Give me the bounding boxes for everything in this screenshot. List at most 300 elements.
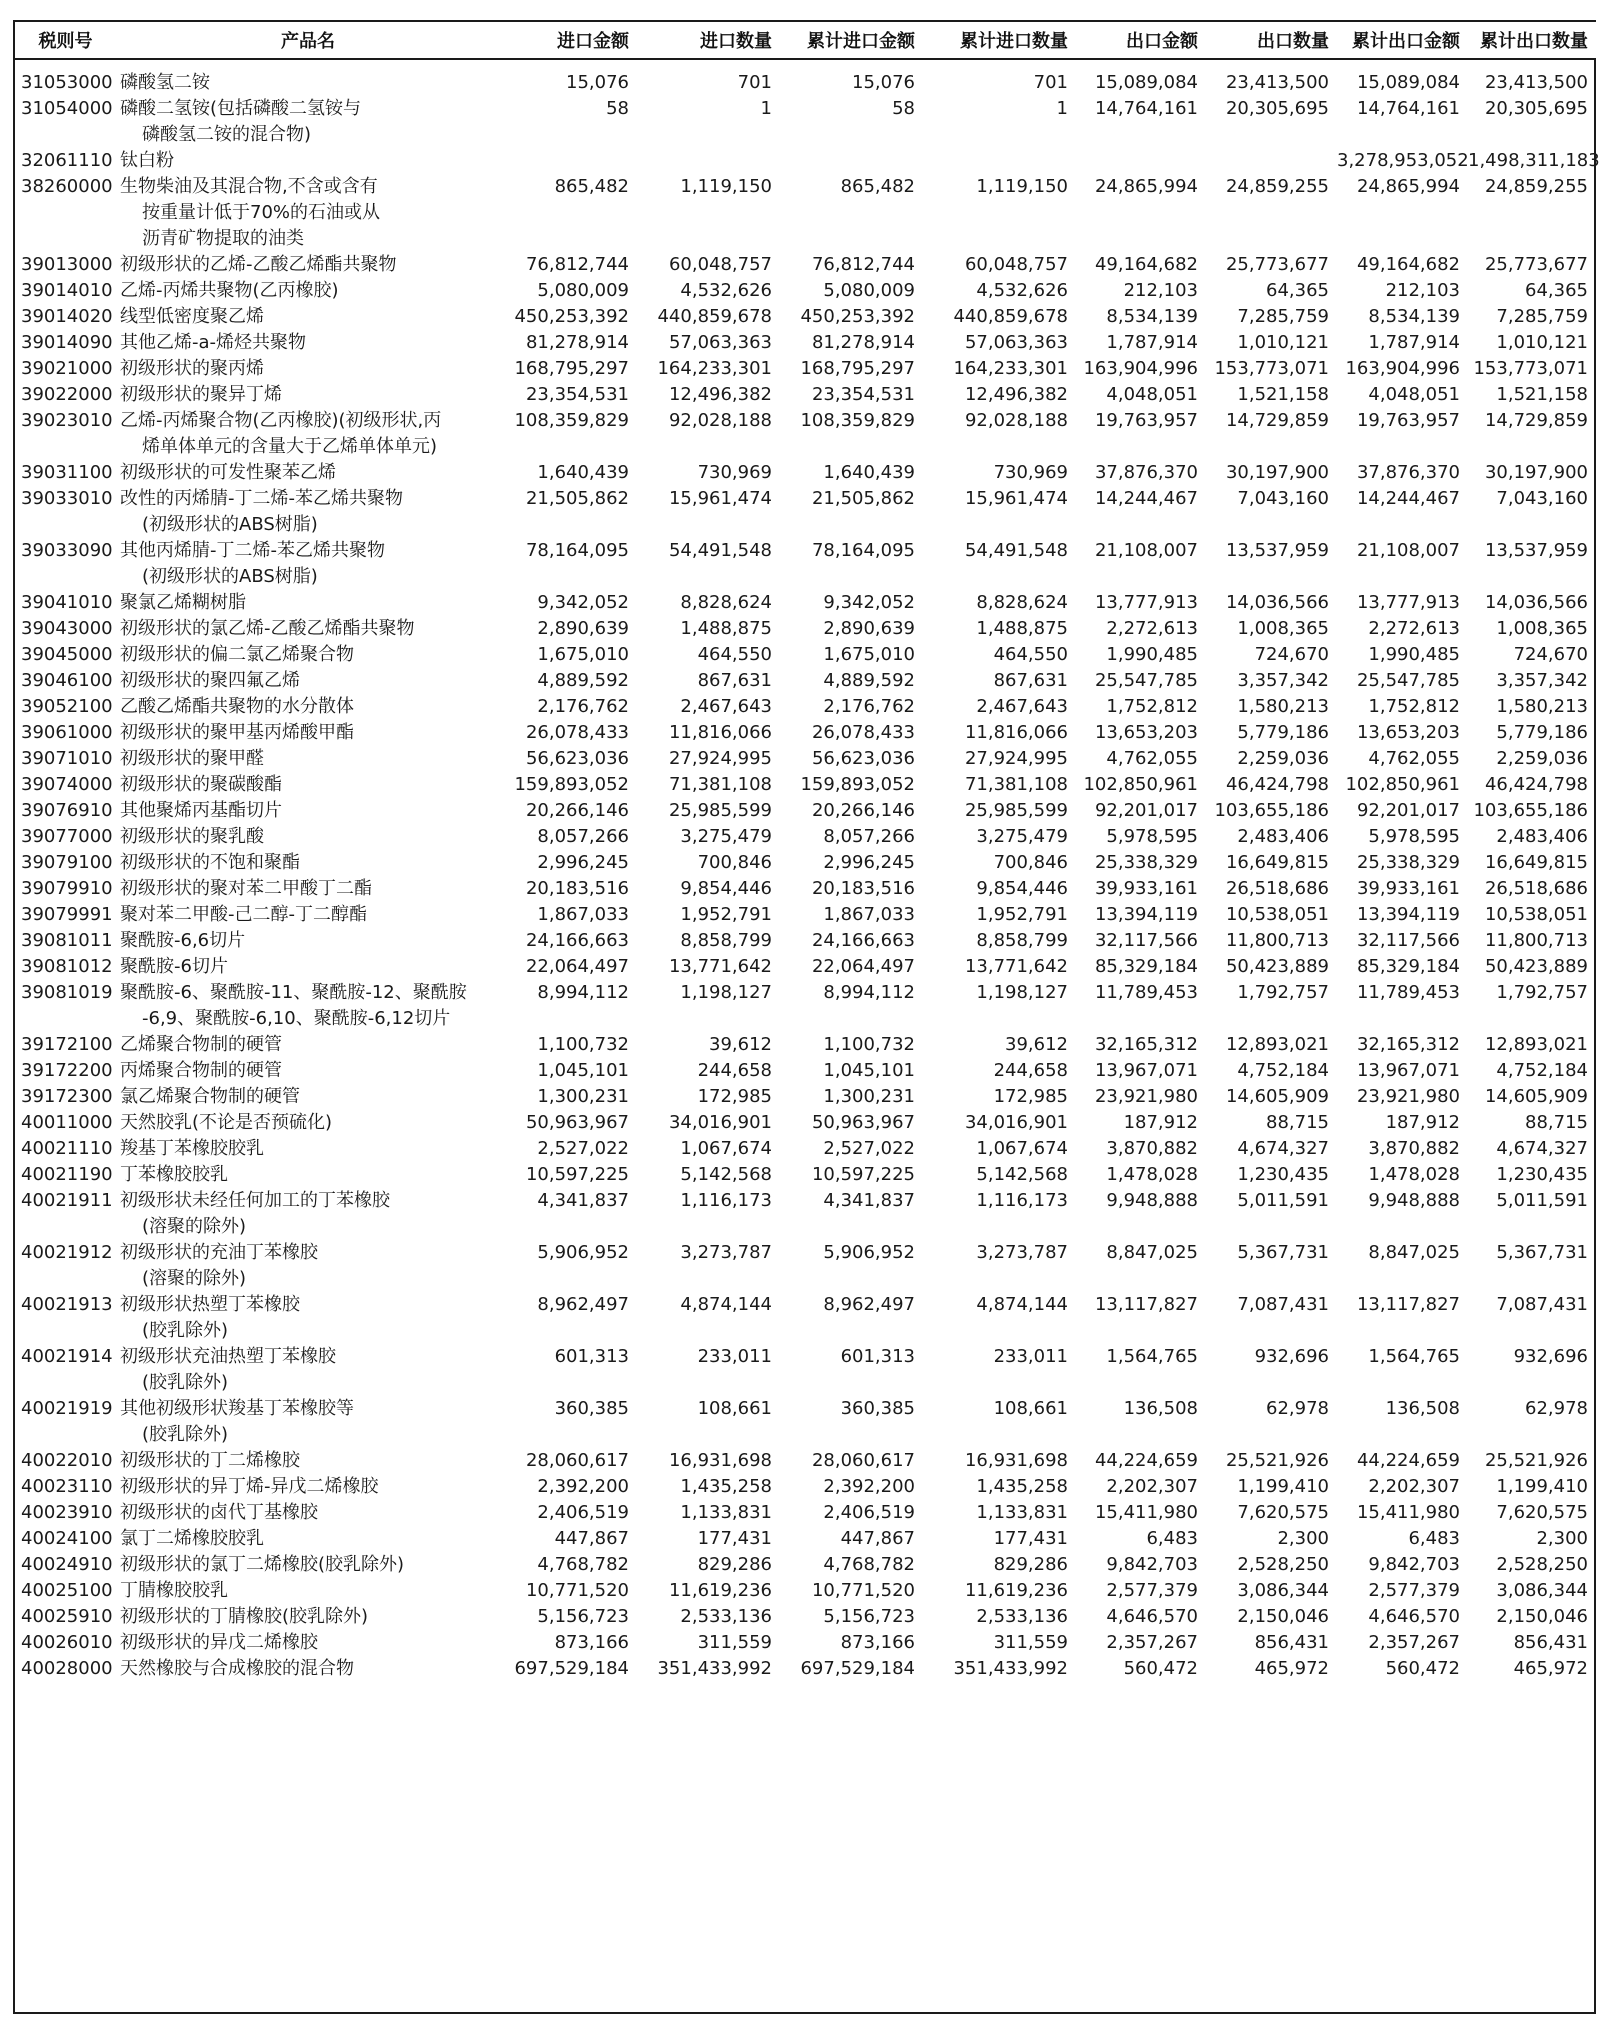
cumulative-import-amount-cell: 26,078,433 — [811, 722, 915, 743]
cumulative-import-quantity-cell: 92,028,188 — [964, 410, 1068, 431]
tariff-code-cell: 40022010 — [21, 1450, 113, 1471]
product-name-cell — [116, 1474, 500, 1500]
import-quantity-cell: 2,467,643 — [680, 696, 772, 717]
product-name-cell — [116, 824, 500, 850]
import-quantity-cell: 164,233,301 — [657, 358, 772, 379]
export-quantity-cell: 1,008,365 — [1237, 618, 1329, 639]
product-name-line: 其他乙烯-a-烯烃共聚物 — [120, 332, 307, 353]
cumulative-import-quantity-cell: 1,435,258 — [976, 1476, 1068, 1497]
tariff-code-cell: 39023010 — [21, 410, 113, 431]
export-quantity-cell — [1206, 148, 1337, 174]
export-amount-cell: 9,948,888 — [1106, 1190, 1198, 1211]
cumulative-export-quantity-cell: 1,008,365 — [1496, 618, 1588, 639]
import-quantity-cell — [637, 148, 780, 174]
cumulative-import-quantity-cell: 16,931,698 — [964, 1450, 1068, 1471]
cumulative-import-amount-cell: 20,266,146 — [811, 800, 915, 821]
export-amount-cell: 13,777,913 — [1094, 592, 1198, 613]
cumulative-export-quantity-cell: 7,087,431 — [1496, 1294, 1588, 1315]
cumulative-export-amount-cell: 4,646,570 — [1368, 1606, 1460, 1627]
cumulative-import-quantity-cell: 700,846 — [993, 852, 1068, 873]
tariff-code-cell: 39033090 — [21, 540, 113, 561]
export-amount-cell: 3,870,882 — [1106, 1138, 1198, 1159]
table-row — [15, 772, 1596, 798]
import-amount-cell: 873,166 — [554, 1632, 629, 1653]
cumulative-import-amount-cell: 1,300,231 — [823, 1086, 915, 1107]
product-name-cell — [116, 1162, 500, 1188]
product-name-cell — [116, 278, 500, 304]
table-row — [15, 460, 1596, 486]
export-quantity-cell: 64,365 — [1266, 280, 1329, 301]
table-row — [15, 59, 1596, 96]
import-amount-cell: 1,675,010 — [537, 644, 629, 665]
import-amount-cell: 22,064,497 — [525, 956, 629, 977]
export-quantity-cell: 7,285,759 — [1237, 306, 1329, 327]
cumulative-export-quantity-cell: 1,230,435 — [1496, 1164, 1588, 1185]
export-amount-cell: 19,763,957 — [1094, 410, 1198, 431]
import-amount-cell: 360,385 — [554, 1398, 629, 1419]
table-row — [15, 1110, 1596, 1136]
product-name-line: 初级形状的聚四氟乙烯 — [120, 670, 300, 691]
product-name-line: 初级形状的聚丙烯 — [120, 358, 264, 379]
tariff-code-cell: 40026010 — [21, 1632, 113, 1653]
import-quantity-cell: 701 — [737, 72, 772, 93]
product-name-line: 按重量计低于70%的石油或从 — [142, 202, 381, 223]
import-amount-cell: 159,893,052 — [514, 774, 629, 795]
cumulative-import-amount-cell: 22,064,497 — [811, 956, 915, 977]
cumulative-import-amount-cell: 1,867,033 — [823, 904, 915, 925]
cumulative-export-quantity-cell: 11,800,713 — [1484, 930, 1588, 951]
import-amount-cell: 2,527,022 — [537, 1138, 629, 1159]
table-body — [15, 59, 1600, 1682]
product-name-cell — [116, 1292, 500, 1344]
table-row — [15, 1136, 1596, 1162]
cumulative-export-quantity-cell: 465,972 — [1513, 1658, 1588, 1679]
import-quantity-cell: 172,985 — [697, 1086, 772, 1107]
product-name-line: 初级形状的聚乳酸 — [120, 826, 264, 847]
import-amount-cell: 108,359,829 — [514, 410, 629, 431]
cumulative-export-quantity-cell: 64,365 — [1525, 280, 1588, 301]
cumulative-import-quantity-cell: 12,496,382 — [964, 384, 1068, 405]
export-amount-cell: 15,089,084 — [1094, 72, 1198, 93]
tariff-code-cell: 39041010 — [21, 592, 113, 613]
import-quantity-cell: 3,273,787 — [680, 1242, 772, 1263]
cumulative-import-quantity-cell: 54,491,548 — [964, 540, 1068, 561]
cumulative-export-amount-cell: 212,103 — [1385, 280, 1460, 301]
product-name-line: 乙烯-丙烯聚合物(乙丙橡胶)(初级形状,丙 — [120, 410, 442, 431]
export-amount-cell: 39,933,161 — [1094, 878, 1198, 899]
import-amount-cell: 2,406,519 — [537, 1502, 629, 1523]
export-quantity-cell: 25,521,926 — [1225, 1450, 1329, 1471]
tariff-code-cell: 40021911 — [21, 1190, 113, 1211]
product-name-line: 钛白粉 — [120, 150, 174, 171]
table-row — [15, 902, 1596, 928]
export-quantity-cell: 1,521,158 — [1237, 384, 1329, 405]
import-quantity-cell: 15,961,474 — [668, 488, 772, 509]
cumulative-export-amount-cell: 14,244,467 — [1356, 488, 1460, 509]
cumulative-import-amount-cell: 24,166,663 — [811, 930, 915, 951]
import-quantity-cell: 5,142,568 — [680, 1164, 772, 1185]
tariff-code-cell: 39031100 — [21, 462, 113, 483]
cumulative-import-quantity-cell: 9,854,446 — [976, 878, 1068, 899]
product-name-line: 氯丁二烯橡胶胶乳 — [120, 1528, 264, 1549]
cumulative-import-amount-cell: 76,812,744 — [811, 254, 915, 275]
export-amount-cell: 92,201,017 — [1094, 800, 1198, 821]
cumulative-export-quantity-cell: 724,670 — [1513, 644, 1588, 665]
import-quantity-cell: 8,828,624 — [680, 592, 772, 613]
header-tariff-code: 税则号 — [15, 22, 116, 59]
import-amount-cell: 2,392,200 — [537, 1476, 629, 1497]
import-quantity-cell: 9,854,446 — [680, 878, 772, 899]
import-quantity-cell: 1,488,875 — [680, 618, 772, 639]
cumulative-import-amount-cell: 168,795,297 — [800, 358, 915, 379]
import-amount-cell: 697,529,184 — [514, 1658, 629, 1679]
cumulative-export-amount-cell: 3,870,882 — [1368, 1138, 1460, 1159]
product-name-line: 其他聚烯丙基酯切片 — [120, 800, 282, 821]
import-amount-cell: 4,889,592 — [537, 670, 629, 691]
product-name-cell — [116, 538, 500, 590]
cumulative-export-amount-cell: 102,850,961 — [1345, 774, 1460, 795]
tariff-code-cell: 39074000 — [21, 774, 113, 795]
table-row — [15, 1474, 1596, 1500]
table-row — [15, 746, 1596, 772]
table-row — [15, 1188, 1596, 1240]
tariff-code-cell: 40021912 — [21, 1242, 113, 1263]
table-row — [15, 1162, 1596, 1188]
table-row — [15, 1500, 1596, 1526]
product-name-line: 初级形状的异丁烯-异戊二烯橡胶 — [120, 1476, 379, 1497]
import-quantity-cell: 11,619,236 — [668, 1580, 772, 1601]
table-row — [15, 538, 1596, 590]
product-name-line: 线型低密度聚乙烯 — [120, 306, 264, 327]
product-name-line: 初级形状的聚甲醛 — [120, 748, 264, 769]
cumulative-export-quantity-cell: 30,197,900 — [1484, 462, 1588, 483]
import-amount-cell: 58 — [606, 98, 629, 119]
cumulative-export-amount-cell: 560,472 — [1385, 1658, 1460, 1679]
product-name-line: (初级形状的ABS树脂) — [142, 514, 318, 535]
cumulative-export-quantity-cell: 2,300 — [1536, 1528, 1588, 1549]
product-name-cell — [116, 1240, 500, 1292]
export-quantity-cell: 1,580,213 — [1237, 696, 1329, 717]
export-amount-cell: 4,646,570 — [1106, 1606, 1198, 1627]
export-quantity-cell: 50,423,889 — [1225, 956, 1329, 977]
product-name-cell — [116, 1448, 500, 1474]
export-amount-cell: 4,048,051 — [1106, 384, 1198, 405]
product-name-line: 改性的丙烯腈-丁二烯-苯乙烯共聚物 — [120, 488, 403, 509]
product-name-cell — [116, 356, 500, 382]
product-name-line: 丁腈橡胶胶乳 — [120, 1580, 228, 1601]
cumulative-import-quantity-cell: 164,233,301 — [953, 358, 1068, 379]
product-name-line: (胶乳除外) — [142, 1320, 229, 1341]
cumulative-import-quantity-cell: 2,467,643 — [976, 696, 1068, 717]
header-cumulative-import-amount: 累计进口金额 — [780, 22, 923, 59]
cumulative-import-quantity-cell: 11,816,066 — [964, 722, 1068, 743]
tariff-code-cell: 40024910 — [21, 1554, 113, 1575]
import-amount-cell: 450,253,392 — [514, 306, 629, 327]
table-row — [15, 694, 1596, 720]
cumulative-import-quantity-cell: 1,067,674 — [976, 1138, 1068, 1159]
tariff-code-cell: 39172200 — [21, 1060, 113, 1081]
export-quantity-cell: 26,518,686 — [1225, 878, 1329, 899]
product-name-line: 其他丙烯腈-丁二烯-苯乙烯共聚物 — [120, 540, 385, 561]
import-amount-cell: 4,341,837 — [537, 1190, 629, 1211]
cumulative-export-amount-cell: 1,990,485 — [1368, 644, 1460, 665]
export-amount-cell: 2,272,613 — [1106, 618, 1198, 639]
cumulative-export-amount-cell: 85,329,184 — [1356, 956, 1460, 977]
cumulative-import-amount-cell: 865,482 — [840, 176, 915, 197]
cumulative-import-amount-cell: 20,183,516 — [811, 878, 915, 899]
import-quantity-cell: 92,028,188 — [668, 410, 772, 431]
product-name-cell — [116, 1032, 500, 1058]
product-name-line: 初级形状未经任何加工的丁苯橡胶 — [120, 1190, 390, 1211]
table-row — [15, 304, 1596, 330]
import-quantity-cell: 464,550 — [697, 644, 772, 665]
cumulative-export-amount-cell: 9,948,888 — [1368, 1190, 1460, 1211]
cumulative-import-amount-cell: 5,906,952 — [823, 1242, 915, 1263]
cumulative-import-quantity-cell: 1 — [1056, 98, 1068, 119]
product-name-cell — [116, 980, 500, 1032]
cumulative-export-amount-cell: 136,508 — [1385, 1398, 1460, 1419]
cumulative-export-quantity-cell: 2,528,250 — [1496, 1554, 1588, 1575]
cumulative-export-amount-cell: 13,777,913 — [1356, 592, 1460, 613]
cumulative-export-quantity-cell: 5,011,591 — [1496, 1190, 1588, 1211]
cumulative-import-quantity-cell: 8,828,624 — [976, 592, 1068, 613]
import-quantity-cell: 177,431 — [697, 1528, 772, 1549]
export-quantity-cell: 30,197,900 — [1225, 462, 1329, 483]
trade-statistics-document — [13, 20, 1600, 2014]
export-amount-cell: 2,202,307 — [1106, 1476, 1198, 1497]
product-name-line: 初级形状的充油丁苯橡胶 — [120, 1242, 318, 1263]
export-amount-cell: 1,564,765 — [1106, 1346, 1198, 1367]
cumulative-import-amount-cell: 5,080,009 — [823, 280, 915, 301]
product-name-cell — [116, 1604, 500, 1630]
cumulative-import-quantity-cell: 60,048,757 — [964, 254, 1068, 275]
export-quantity-cell: 2,300 — [1277, 1528, 1329, 1549]
cumulative-export-quantity-cell: 153,773,071 — [1473, 358, 1588, 379]
cumulative-export-amount-cell: 49,164,682 — [1356, 254, 1460, 275]
import-amount-cell: 1,640,439 — [537, 462, 629, 483]
tariff-code-cell: 40024100 — [21, 1528, 113, 1549]
tariff-code-cell: 40011000 — [21, 1112, 113, 1133]
product-name-cell — [116, 1552, 500, 1578]
cumulative-import-quantity-cell: 57,063,363 — [964, 332, 1068, 353]
cumulative-import-amount-cell: 8,057,266 — [823, 826, 915, 847]
import-amount-cell: 10,771,520 — [525, 1580, 629, 1601]
tariff-code-cell: 39071010 — [21, 748, 113, 769]
product-name-cell — [116, 252, 500, 278]
export-quantity-cell: 14,036,566 — [1225, 592, 1329, 613]
cumulative-import-quantity-cell: 1,198,127 — [976, 982, 1068, 1003]
import-quantity-cell: 12,496,382 — [668, 384, 772, 405]
export-amount-cell: 4,762,055 — [1106, 748, 1198, 769]
product-name-cell — [116, 668, 500, 694]
product-name-cell — [116, 174, 500, 252]
cumulative-import-quantity-cell: 34,016,901 — [964, 1112, 1068, 1133]
cumulative-export-amount-cell: 32,165,312 — [1356, 1034, 1460, 1055]
header-import-amount: 进口金额 — [500, 22, 637, 59]
cumulative-export-amount-cell: 2,202,307 — [1368, 1476, 1460, 1497]
product-name-line: 磷酸二氢铵(包括磷酸二氢铵与 — [120, 98, 362, 119]
cumulative-import-quantity-cell: 27,924,995 — [964, 748, 1068, 769]
import-quantity-cell: 39,612 — [709, 1034, 772, 1055]
cumulative-export-quantity-cell: 2,150,046 — [1496, 1606, 1588, 1627]
cumulative-import-amount-cell: 360,385 — [840, 1398, 915, 1419]
product-name-cell — [116, 954, 500, 980]
product-name-line: -6,9、聚酰胺-6,10、聚酰胺-6,12切片 — [142, 1008, 451, 1029]
export-amount-cell: 163,904,996 — [1083, 358, 1198, 379]
export-amount-cell — [1076, 148, 1206, 174]
table-row — [15, 720, 1596, 746]
cumulative-export-amount-cell: 1,478,028 — [1368, 1164, 1460, 1185]
cumulative-import-amount-cell: 15,076 — [852, 72, 915, 93]
export-quantity-cell: 103,655,186 — [1214, 800, 1329, 821]
product-name-cell — [116, 798, 500, 824]
cumulative-import-amount-cell: 58 — [892, 98, 915, 119]
cumulative-export-quantity-cell: 7,285,759 — [1496, 306, 1588, 327]
cumulative-export-amount-cell: 1,787,914 — [1368, 332, 1460, 353]
cumulative-export-amount-cell: 44,224,659 — [1356, 1450, 1460, 1471]
product-name-line: 初级形状的不饱和聚酯 — [120, 852, 300, 873]
product-name-cell — [116, 486, 500, 538]
cumulative-export-amount-cell: 92,201,017 — [1356, 800, 1460, 821]
cumulative-import-amount-cell: 8,962,497 — [823, 1294, 915, 1315]
import-amount-cell: 20,266,146 — [525, 800, 629, 821]
cumulative-export-amount-cell: 163,904,996 — [1345, 358, 1460, 379]
export-quantity-cell: 3,086,344 — [1237, 1580, 1329, 1601]
export-quantity-cell: 88,715 — [1266, 1112, 1329, 1133]
tariff-code-cell: 40023910 — [21, 1502, 113, 1523]
product-name-cell — [116, 720, 500, 746]
tariff-code-cell: 40021914 — [21, 1346, 113, 1367]
import-amount-cell: 20,183,516 — [525, 878, 629, 899]
export-amount-cell: 187,912 — [1123, 1112, 1198, 1133]
cumulative-export-amount-cell: 13,117,827 — [1356, 1294, 1460, 1315]
cumulative-import-amount-cell: 2,996,245 — [823, 852, 915, 873]
cumulative-import-quantity-cell: 2,533,136 — [976, 1606, 1068, 1627]
cumulative-export-quantity-cell: 23,413,500 — [1484, 72, 1588, 93]
export-amount-cell: 21,108,007 — [1094, 540, 1198, 561]
cumulative-import-quantity-cell: 244,658 — [993, 1060, 1068, 1081]
export-amount-cell: 1,787,914 — [1106, 332, 1198, 353]
cumulative-import-quantity-cell: 3,275,479 — [976, 826, 1068, 847]
import-amount-cell: 1,300,231 — [537, 1086, 629, 1107]
cumulative-export-amount-cell: 3,278,953,052 — [1337, 150, 1469, 171]
cumulative-import-quantity-cell: 11,619,236 — [964, 1580, 1068, 1601]
export-quantity-cell: 3,357,342 — [1237, 670, 1329, 691]
cumulative-export-amount-cell: 1,564,765 — [1368, 1346, 1460, 1367]
import-amount-cell: 1,867,033 — [537, 904, 629, 925]
cumulative-import-quantity-cell: 1,119,150 — [976, 176, 1068, 197]
import-quantity-cell: 1,067,674 — [680, 1138, 772, 1159]
export-amount-cell: 15,411,980 — [1094, 1502, 1198, 1523]
cumulative-export-amount-cell: 9,842,703 — [1368, 1554, 1460, 1575]
product-name-line: 生物柴油及其混合物,不含或含有 — [120, 176, 378, 197]
export-quantity-cell: 724,670 — [1254, 644, 1329, 665]
cumulative-import-amount-cell: 81,278,914 — [811, 332, 915, 353]
import-quantity-cell: 730,969 — [697, 462, 772, 483]
export-amount-cell: 212,103 — [1123, 280, 1198, 301]
export-quantity-cell: 4,752,184 — [1237, 1060, 1329, 1081]
table-row — [15, 590, 1596, 616]
cumulative-export-amount-cell: 187,912 — [1385, 1112, 1460, 1133]
cumulative-import-quantity-cell: 15,961,474 — [964, 488, 1068, 509]
cumulative-import-quantity-cell: 440,859,678 — [953, 306, 1068, 327]
cumulative-import-quantity-cell: 3,273,787 — [976, 1242, 1068, 1263]
cumulative-export-amount-cell: 8,534,139 — [1368, 306, 1460, 327]
tariff-code-cell: 39014020 — [21, 306, 113, 327]
header-cumulative-export-amount: 累计出口金额 — [1337, 22, 1468, 59]
import-quantity-cell: 3,275,479 — [680, 826, 772, 847]
product-name-cell — [116, 850, 500, 876]
tariff-code-cell: 40021110 — [21, 1138, 113, 1159]
export-amount-cell: 25,547,785 — [1094, 670, 1198, 691]
product-name-cell — [116, 928, 500, 954]
import-quantity-cell: 2,533,136 — [680, 1606, 772, 1627]
product-name-cell — [116, 590, 500, 616]
cumulative-export-amount-cell: 8,847,025 — [1368, 1242, 1460, 1263]
import-quantity-cell: 8,858,799 — [680, 930, 772, 951]
product-name-line: 磷酸氢二铵 — [120, 72, 210, 93]
cumulative-import-amount-cell: 78,164,095 — [811, 540, 915, 561]
cumulative-export-quantity-cell: 3,086,344 — [1496, 1580, 1588, 1601]
export-quantity-cell: 2,259,036 — [1237, 748, 1329, 769]
product-name-line: 初级形状的聚碳酸酯 — [120, 774, 282, 795]
import-quantity-cell: 1,133,831 — [680, 1502, 772, 1523]
product-name-cell — [116, 876, 500, 902]
cumulative-import-quantity-cell: 701 — [1033, 72, 1068, 93]
import-quantity-cell: 1,116,173 — [680, 1190, 772, 1211]
product-name-cell — [116, 1526, 500, 1552]
export-quantity-cell: 14,605,909 — [1225, 1086, 1329, 1107]
product-name-line: 初级形状的丁二烯橡胶 — [120, 1450, 300, 1471]
cumulative-import-quantity-cell: 4,532,626 — [976, 280, 1068, 301]
cumulative-export-quantity-cell: 1,792,757 — [1496, 982, 1588, 1003]
cumulative-import-quantity-cell: 1,952,791 — [976, 904, 1068, 925]
export-quantity-cell: 5,367,731 — [1237, 1242, 1329, 1263]
product-name-line: 乙烯-丙烯共聚物(乙丙橡胶) — [120, 280, 339, 301]
tariff-code-cell: 39046100 — [21, 670, 113, 691]
cumulative-import-quantity-cell: 5,142,568 — [976, 1164, 1068, 1185]
cumulative-import-quantity-cell: 8,858,799 — [976, 930, 1068, 951]
import-amount-cell: 2,996,245 — [537, 852, 629, 873]
header-export-amount: 出口金额 — [1076, 22, 1206, 59]
product-name-cell — [116, 1084, 500, 1110]
import-amount-cell: 8,962,497 — [537, 1294, 629, 1315]
cumulative-import-amount-cell — [780, 148, 923, 174]
table-row — [15, 876, 1596, 902]
import-quantity-cell: 60,048,757 — [668, 254, 772, 275]
cumulative-import-quantity-cell: 1,133,831 — [976, 1502, 1068, 1523]
table-row — [15, 1292, 1596, 1344]
export-amount-cell: 102,850,961 — [1083, 774, 1198, 795]
table-row — [15, 1084, 1596, 1110]
import-quantity-cell: 351,433,992 — [657, 1658, 772, 1679]
product-name-line: 天然橡胶与合成橡胶的混合物 — [120, 1658, 354, 1679]
product-name-line: 初级形状的乙烯-乙酸乙烯酯共聚物 — [120, 254, 397, 275]
product-name-line: (溶聚的除外) — [142, 1216, 247, 1237]
product-name-cell — [116, 304, 500, 330]
import-amount-cell: 1,100,732 — [537, 1034, 629, 1055]
product-name-cell — [116, 772, 500, 798]
tariff-code-cell: 39061000 — [21, 722, 113, 743]
export-amount-cell: 24,865,994 — [1094, 176, 1198, 197]
table-row — [15, 1578, 1596, 1604]
export-quantity-cell: 20,305,695 — [1225, 98, 1329, 119]
cumulative-import-quantity-cell: 1,116,173 — [976, 1190, 1068, 1211]
product-name-line: 聚对苯二甲酸-己二醇-丁二醇酯 — [120, 904, 367, 925]
product-name-line: 其他初级形状羧基丁苯橡胶等 — [120, 1398, 354, 1419]
export-quantity-cell: 153,773,071 — [1214, 358, 1329, 379]
import-quantity-cell: 1 — [760, 98, 772, 119]
